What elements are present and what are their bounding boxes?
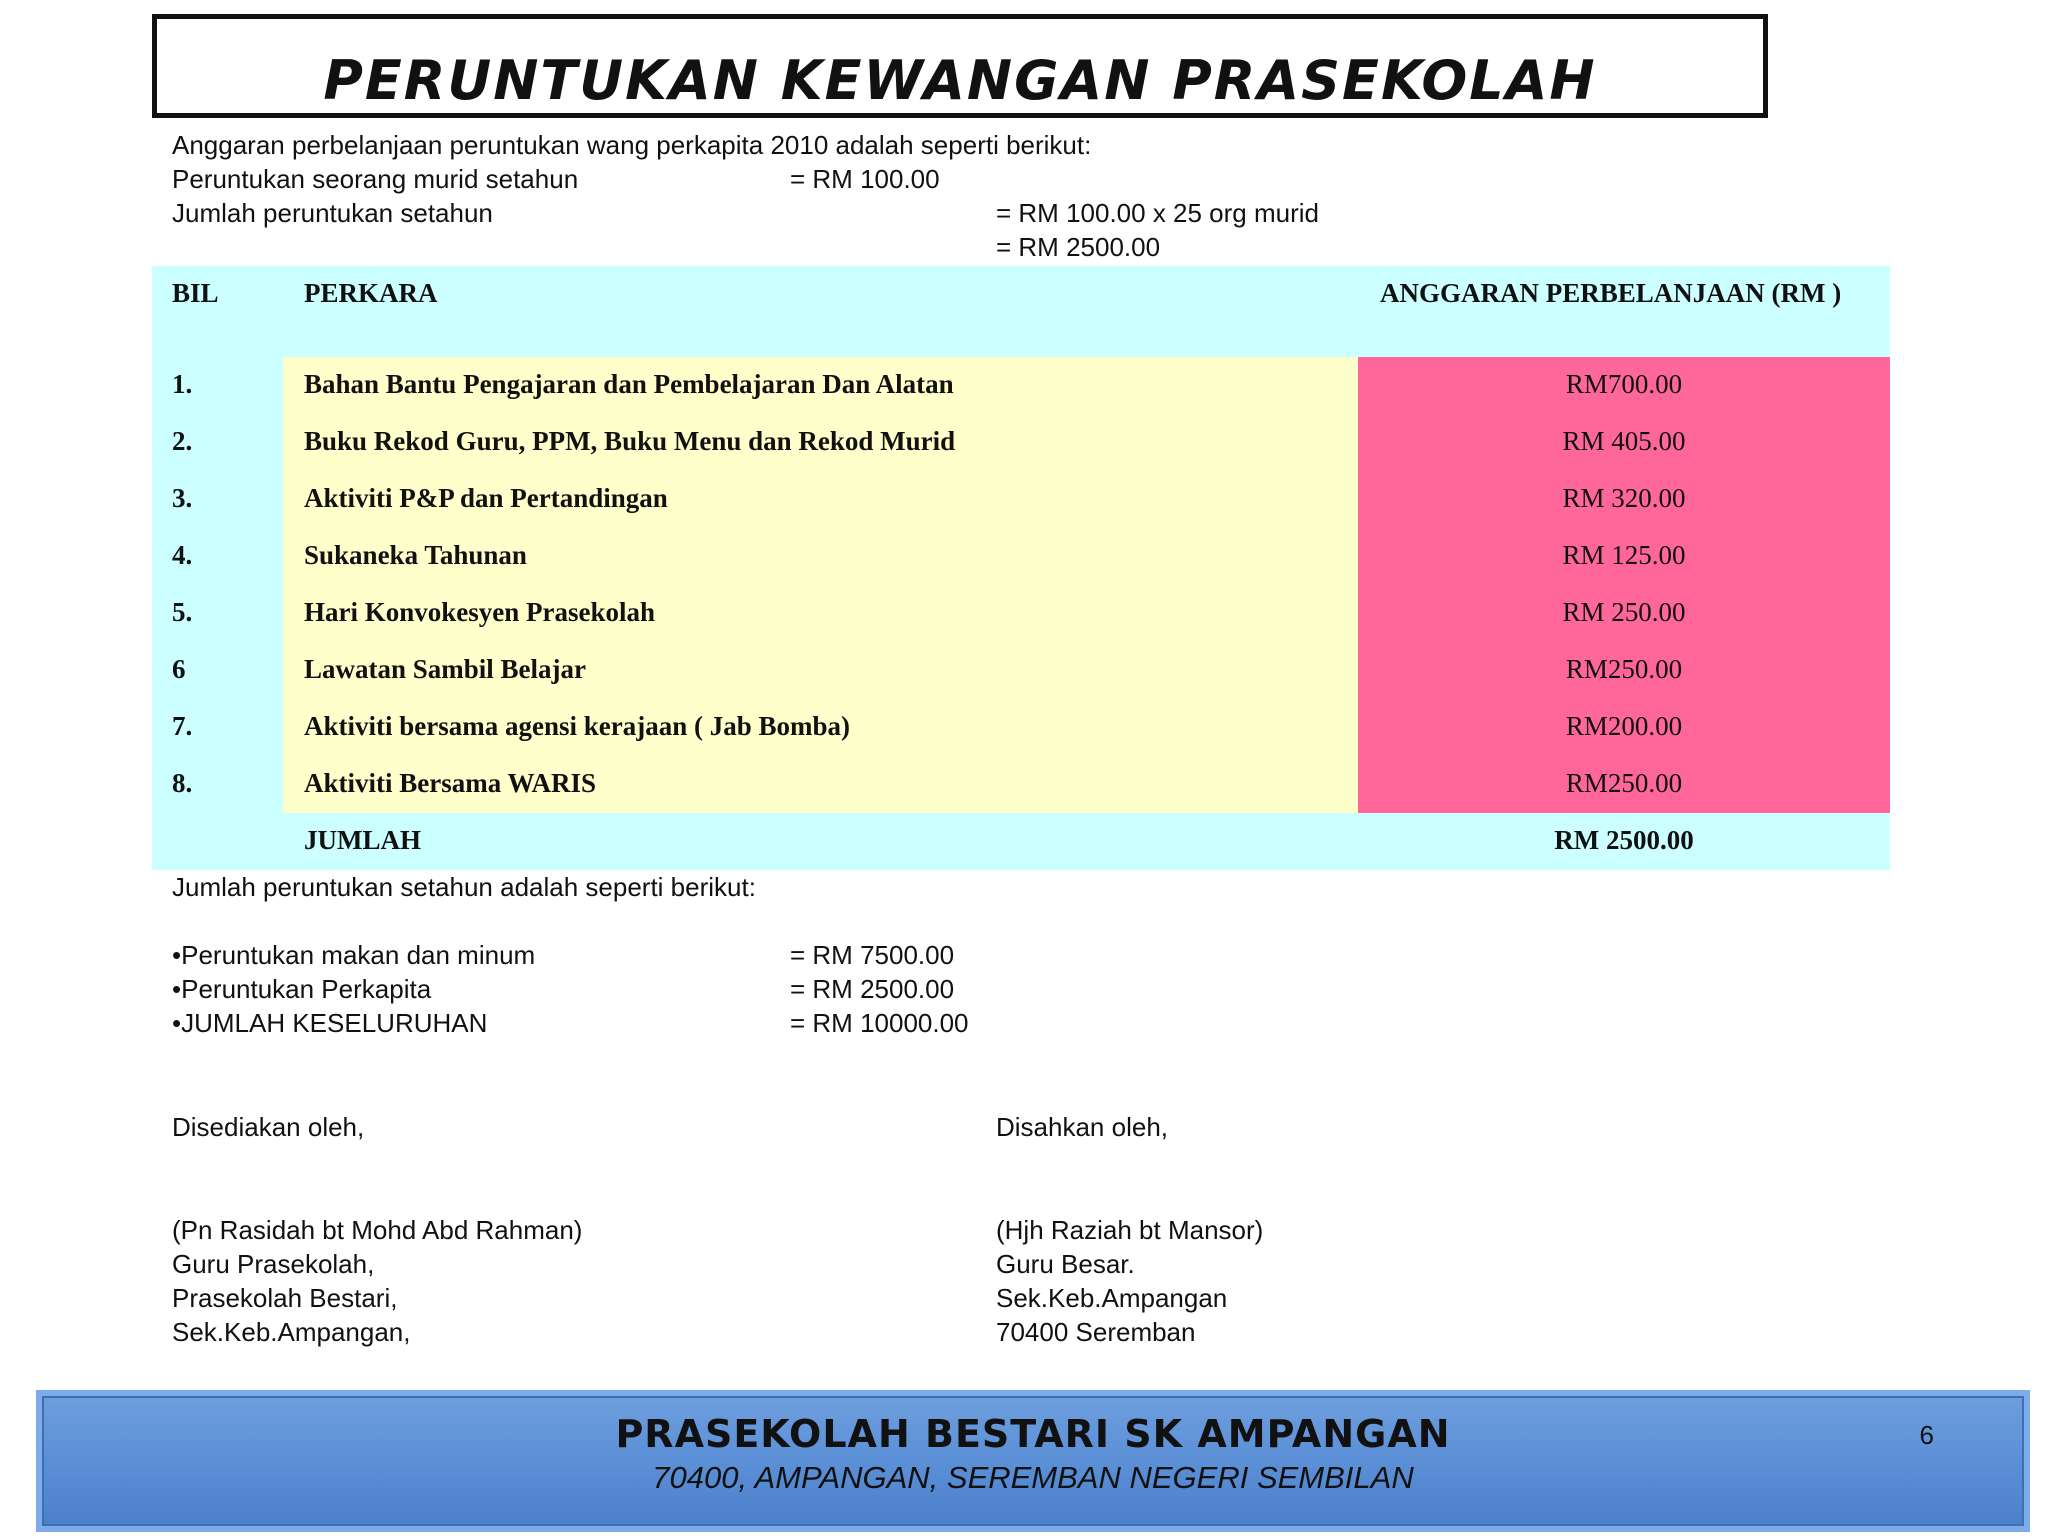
approved-line: Sek.Keb.Ampangan [996,1283,1228,1313]
prepared-line: Guru Prasekolah, [172,1249,375,1279]
row-bil: 1. [172,369,193,399]
footer-school-name: PRASEKOLAH BESTARI SK AMPANGAN [615,1412,1451,1456]
intro-line: Anggaran perbelanjaan peruntukan wang perkapita 2010 adalah seperti berikut: [172,130,1092,160]
row-bil: 8. [172,768,193,798]
footer-address: 70400, AMPANGAN, SEREMBAN NEGERI SEMBILAN [652,1460,1414,1495]
summary-item-label: •JUMLAH KESELURUHAN [172,1008,488,1038]
title-box [152,14,1768,118]
approved-name: (Hjh Raziah bt Mansor) [996,1215,1264,1245]
summary-item-label: •Peruntukan Perkapita [172,974,432,1004]
page-number: 6 [1919,1420,1934,1450]
prepared-label: Disediakan oleh, [172,1112,365,1142]
row-bil: 4. [172,540,193,570]
row-amount: RM 125.00 [1562,540,1686,570]
row-perkara: Lawatan Sambil Belajar [304,654,587,684]
row-perkara: Buku Rekod Guru, PPM, Buku Menu dan Rekod Murid [304,426,956,456]
row-perkara: Aktiviti Bersama WARIS [304,768,597,798]
summary-heading: Jumlah peruntukan setahun adalah seperti berikut: [172,872,756,902]
row-amount: RM700.00 [1565,369,1683,399]
row-bil: 6 [172,654,186,684]
row-amount: RM250.00 [1565,654,1683,684]
prepared-line: Prasekolah Bestari, [172,1283,398,1313]
footer-banner [36,1390,2030,1532]
total-label: JUMLAH [304,825,421,855]
row-amount: RM250.00 [1565,768,1683,798]
row-perkara: Aktiviti P&P dan Pertandingan [304,483,668,513]
per-student-value: = RM 100.00 [790,164,940,194]
page-title: PERUNTUKAN KEWANGAN PRASEKOLAH [323,48,1597,112]
row-bil: 2. [172,426,193,456]
row-amount: RM 250.00 [1562,597,1686,627]
row-amount: RM 320.00 [1562,483,1686,513]
yearly-calc: = RM 100.00 x 25 org murid [996,198,1319,228]
yearly-label: Jumlah peruntukan setahun [172,198,493,228]
per-student-label: Peruntukan seorang murid setahun [172,164,579,194]
approved-label: Disahkan oleh, [996,1112,1168,1142]
prepared-line: Sek.Keb.Ampangan, [172,1317,411,1347]
budget-table [152,266,1890,870]
yearly-value: = RM 2500.00 [996,232,1161,262]
row-amount: RM200.00 [1565,711,1683,741]
approved-line: 70400 Seremban [996,1317,1196,1347]
prepared-name: (Pn Rasidah bt Mohd Abd Rahman) [172,1215,583,1245]
row-perkara: Sukaneka Tahunan [304,540,527,570]
summary-item-value: = RM 7500.00 [790,940,955,970]
row-perkara: Bahan Bantu Pengajaran dan Pembelajaran Dan Alatan [304,369,954,399]
header-anggaran: ANGGARAN PERBELANJAAN (RM ) [1380,278,1842,308]
header-bil: BIL [172,278,219,308]
row-bil: 7. [172,711,193,741]
approved-line: Guru Besar. [996,1249,1135,1279]
summary-item-label: •Peruntukan makan dan minum [172,940,536,970]
summary-item-value: = RM 2500.00 [790,974,955,1004]
summary-item-value: = RM 10000.00 [790,1008,969,1038]
row-bil: 3. [172,483,193,513]
header-perkara: PERKARA [304,278,438,308]
row-perkara: Hari Konvokesyen Prasekolah [304,597,656,627]
row-bil: 5. [172,597,193,627]
row-perkara: Aktiviti bersama agensi kerajaan ( Jab Bomba) [304,711,850,741]
total-value: RM 2500.00 [1554,825,1694,855]
row-amount: RM 405.00 [1562,426,1686,456]
